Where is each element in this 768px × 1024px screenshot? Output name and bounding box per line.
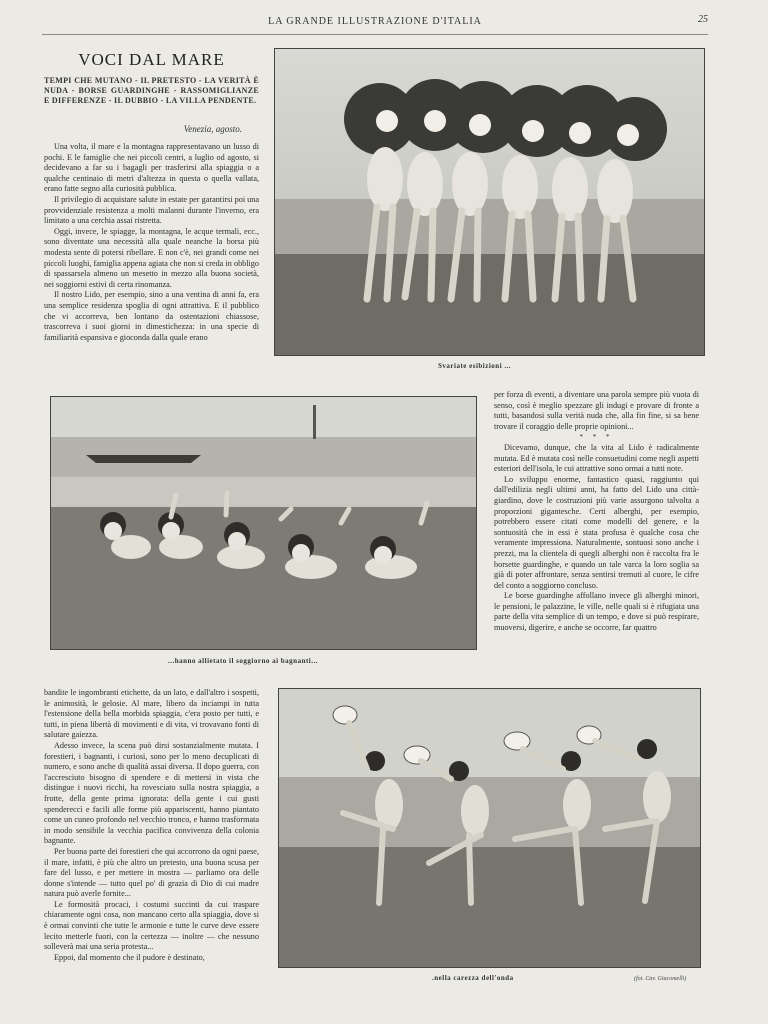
paragraph: per forza di eventi, a diventare una parola sempre più vuota di senso, così è meglio spezzare gli indugi e provare di fronte a tutti, basandosi sulla verità nuda che, alla fin fine, si sa bene trovare il coraggio delle proprie opinioni... <box>494 390 699 431</box>
photo-hat-dancers-image <box>279 689 700 967</box>
photo-hat-dancers <box>278 688 701 968</box>
paragraph: Per buona parte dei forestieri che qui accorrono da ogni paese, il mare, infatti, è più che altro un pretesto, una buona scusa per fare del lusso, e per mettere in mostra — parliamo ora delle donne s'intende — tutto quel po' di grazia di Dio di cui madre natura può averle fornite... <box>44 846 259 899</box>
page-number: 25 <box>698 14 708 25</box>
article-title: VOCI DAL MARE <box>78 50 225 69</box>
paragraph: Le borse guardinghe affollano invece gli alberghi minori, le pensioni, le palazzine, le ville, nelle quali si è rifugiata una parte della vita semplice di un tempo, e dove si può respirare, muoversi, digerire, e anche se occorre, far quattro <box>494 591 699 633</box>
photo1-caption: Svariate esibizioni ... <box>438 362 512 370</box>
running-title: LA GRANDE ILLUSTRAZIONE D'ITALIA <box>268 16 482 27</box>
photo2-caption: ...hanno allietato il soggiorno ai bagnanti... <box>168 657 318 665</box>
text-column-2 <box>494 390 699 674</box>
paragraph: Il privilegio di acquistare salute in estate per garantirsi poi una provvidenziale resistenza a molti malanni durante l'inverno, era limitato a una cerchia assai ristretta. <box>44 194 259 226</box>
article-subtitle: TEMPI CHE MUTANO - IL PRETESTO - LA VERITÀ È NUDA - BORSE GUARDINGHE - RASSOMIGLIANZE E DIFFERENZE - IL DUBBIO - LA VILLA PENDENTE. <box>44 76 259 105</box>
header-rule <box>42 34 708 35</box>
paragraph: bandite le ingombranti etichette, da un lato, e dall'altro i sospetti, le animosità, le gelosie. Al mare, libero da inciampi in tutta l'estensione della bella morbida spiaggia, c'era posto per tutti, e tutti, in piena libertà di movimenti e di vita, vi trovavano fonti di salutare gaiezza. <box>44 688 259 740</box>
section-separator: * * * <box>579 433 614 442</box>
paragraph: Il nostro Lido, per esempio, sino a una ventina di anni fa, era una semplice residenza spoglia di ogni attrattiva. E il pubblico che vi accorreva, ben lontano da ostentazioni chiassose, trascorreva i suoi giorni in dimestichezza: in una specie di familiarità espansiva e gioconda dalla quale erano <box>44 290 259 342</box>
paragraph: Dicevamo, dunque, che la vita al Lido è radicalmente mutata. Ed è mutata così nelle consuetudini come negli aspetti esteriori dell'isola, le cui attrattive sono ormai a tutti note. <box>494 442 699 474</box>
paragraph: Una volta, il mare e la montagna rappresentavano un lusso di pochi. E le famiglie che nei piccoli centri, a luglio od agosto, si decidevano a far su i bagagli per trasferirsi alla spiaggia o a qualche centinaio di metri d'altezza in questa o quella vallata, erano fatte segno alla curiosità pubblica. <box>44 142 259 194</box>
text-column-3 <box>44 688 259 986</box>
paragraph: Eppoi, dal momento che il pudore è destinato, <box>54 952 205 962</box>
text-column-1 <box>44 142 259 374</box>
photo-parasol-dancers-image <box>275 49 704 355</box>
photo-parasol-dancers <box>274 48 705 356</box>
photo-credit: (fot. Cav. Giacomelli) <box>634 976 687 982</box>
article-dateline: Venezia, agosto. <box>183 124 242 134</box>
paragraph: Oggi, invece, le spiagge, la montagna, le acque termali, ecc., sono diventate una necessità alla quale neanche la borsa più modesta sente di potersi ribellare. E non c'è, nei grandi come nei piccoli luoghi, famiglia appena agiata che non si creda in obbligo di spassarsela almeno un mesetto in mezzo alla buona società, nei soggiorni estivi di certa rinomanza. <box>44 226 259 289</box>
photo3-caption: .nella carezza dell'onda <box>432 974 514 982</box>
photo-bathers-surf-image <box>51 397 476 649</box>
paragraph: Lo sviluppo enorme, fantastico quasi, raggiunto qui dall'edilizia negli ultimi anni, ha fatto del Lido una città-giardino, dove le costruzioni più varie assurgono talvolta a proporzioni gigantesche. Certi alberghi, per esempio, potrebbero essere citati come modelli del genere, e la sontuosità che in essi è stata profusa è qualche cosa che veramente impressiona. Naturalmente, sontuosi sono anche i prezzi, ma la clientela di quegli alberghi non è raccolta fra le borsette guardinghe, e quando un tale varca la loro soglia sa già di poter affrontare, senza sentirsi tremuti al cuore, le cifre del conto a soggiorno concluso. <box>494 474 699 590</box>
photo-bathers-surf <box>50 396 477 650</box>
paragraph: Adesso invece, la scena può dirsi sostanzialmente mutata. I forestieri, i bagnanti, i curiosi, sono per lo meno decuplicati di numero, e sono anche di qualità assai diversa. Il dopo guerra, con l'accresciuto bisogno di spendere e di mettersi in vista che distingue i nuovi ricchi, ha rovesciato sulla nostra spiaggia, a frotte, della gente prima ignorata: della gente i cui gusti spendereccì e facili alle forme più appariscenti, hanno piantato come un cuneo profondo nel vecchio tronco, e hanno trasformata in modo sensibile la vecchia pacifica convivenza della colonia bagnante. <box>44 740 259 846</box>
paragraph: Le formosità procaci, i costumi succinti da cui traspare chiaramente ogni cosa, non mancano certo alla spiaggia, dove si è ormai convinti che tutte le armonie e tutte le curve deve essere lecito metterle fuori, con la certezza — inoltre — che nessuno solleverà mai una seria protesta... <box>44 899 259 952</box>
